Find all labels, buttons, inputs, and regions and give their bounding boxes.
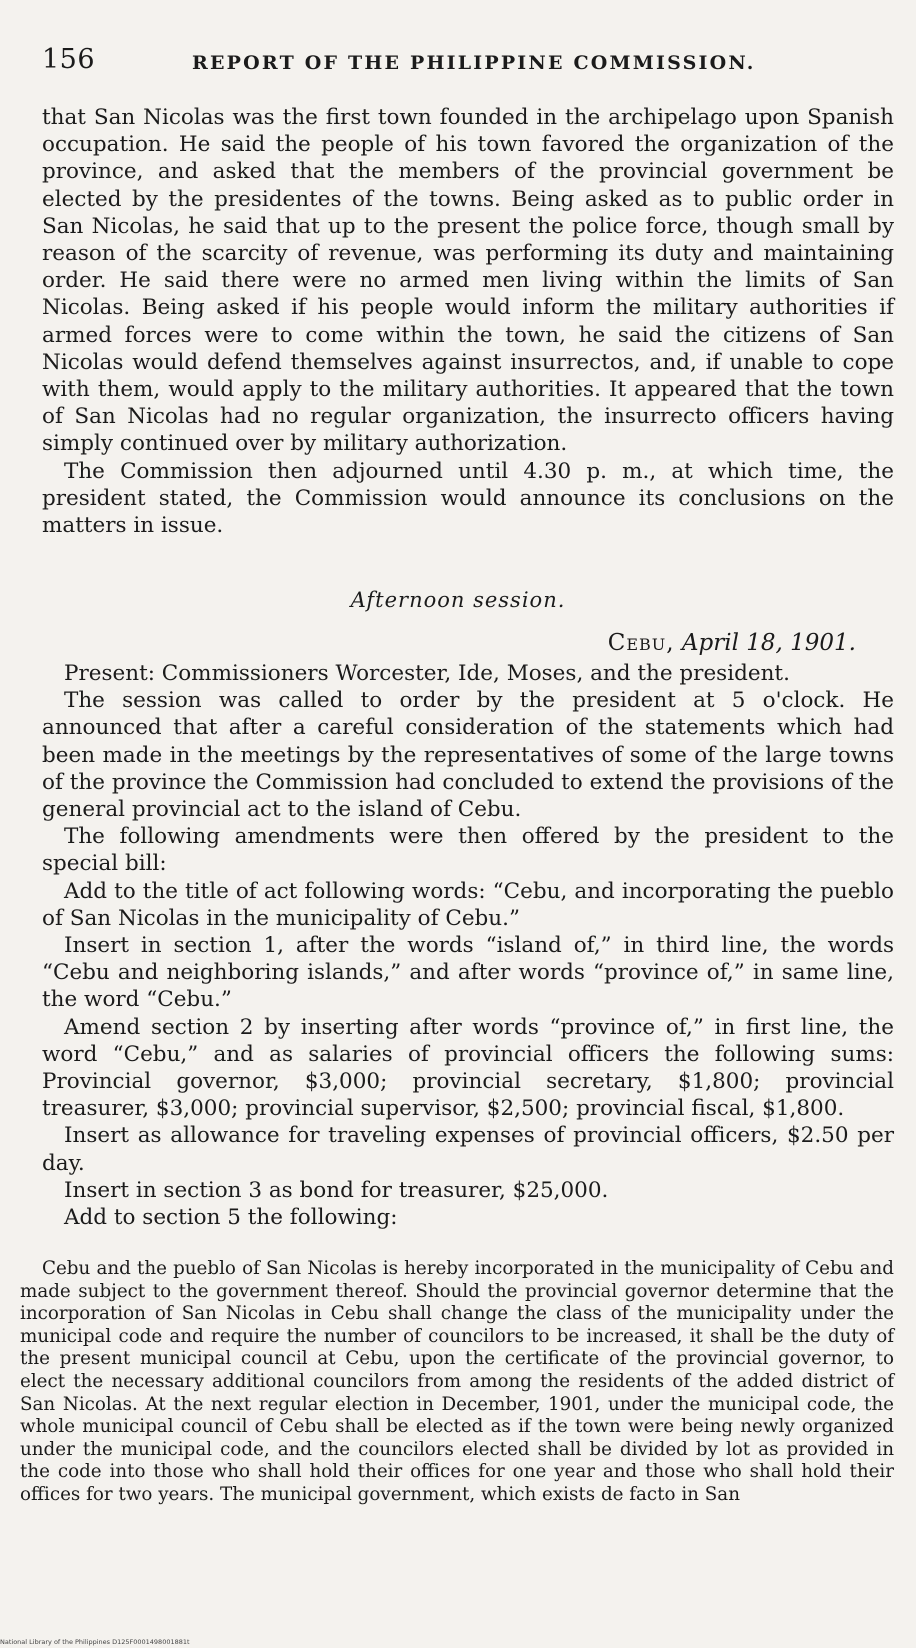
quoted-amendment — [20, 1258, 894, 1507]
paragraph: Add to the title of act following words: “Cebu, and incorporating the pueblo of San Nicolas in the municipality of Cebu.” — [42, 878, 894, 931]
paragraph: Insert in section 1, after the words “island of,” in third line, the words “Cebu and neighboring islands,” and after words “province of,” in same line, the word “Cebu.” — [42, 933, 894, 1013]
afternoon-session-heading: Afternoon session. — [350, 588, 566, 612]
footer-source-line: National Library of the Philippines D125F0001498001881t — [0, 1638, 190, 1646]
paragraph: The following amendments were then offered by the president to the special bill: — [42, 824, 894, 877]
paragraph: The Commission then adjourned until 4.30 p. m., at which time, the president stated, the Commission would announce its conclusions on the matters in issue. — [42, 458, 894, 539]
dateline-date: April 18, 1901. — [681, 630, 856, 656]
paragraph: Amend section 2 by inserting after words “province of,” in first line, the word “Cebu,” and as salaries of provincial officers the following sums: Provincial governor, $3,000; provincial secretary, $1,800; provincial treasurer, $3,000; provincial supervisor, $2,500; provincial fiscal, $1,800. — [42, 1014, 894, 1122]
running-head — [42, 44, 876, 80]
dateline — [608, 630, 856, 656]
paragraph: Add to section 5 the following: — [64, 1205, 398, 1231]
paragraph: that San Nicolas was the first town founded in the archipelago upon Spanish occupation. He said the people of his town favored the organization of the province, and asked that the members of the provincial government be elected by the presidentes of the towns. Being asked as to public order in San Nicolas, he said that up to the present the police force, though small by reason of the scarcity of revenue, was performing its duty and maintaining order. He said there were no armed men living within the limits of San Nicolas. Being asked if his people would inform the military authorities if armed forces were to come within the town, he said the citizens of San Nicolas would defend themselves against insurrectos, and, if unable to cope with them, would apply to the military authorities. It appeared that the town of San Nicolas had no regular organization, the insurrecto officers having simply continued over by military authorization. — [42, 105, 894, 457]
paragraph: Present: Commissioners Worcester, Ide, Moses, and the president. — [64, 661, 790, 686]
dateline-place: Cebu, — [607, 630, 675, 656]
running-title: REPORT OF THE PHILIPPINE COMMISSION. — [192, 52, 756, 74]
page-number: 156 — [42, 44, 96, 75]
body-section-1 — [42, 104, 894, 539]
body-section-2 — [42, 660, 894, 1231]
paragraph: The session was called to order by the president at 5 o'clock. He announced that after a careful consideration of the statements which had been made in the meetings by the representatives of some of the large towns of the province the Commission had concluded to extend the provisions of the general provincial act to the island of Cebu. — [42, 688, 894, 823]
quoted-text: Cebu and the pueblo of San Nicolas is hereby incorporated in the municipality of Cebu and made subject to the government thereof. Should the provincial governor determine that the incorporation of San Nicolas in Cebu shall change the class of the municipality under the municipal code and require the number of councilors to be increased, it shall be the duty of the present municipal council at Cebu, upon the certificate of the provincial governor, to elect the necessary additional councilors from among the residents of the added district of San Nicolas. At the next regular election in December, 1901, under the municipal code, the whole municipal council of Cebu shall be elected as if the town were being newly organized under the municipal code, and the councilors elected shall be divided by lot as provided in the code into those who shall hold their offices for one year and those who shall hold their offices for two years. The municipal government, which exists de facto in San — [20, 1258, 894, 1505]
paragraph: Insert in section 3 as bond for treasurer, $25,000. — [64, 1177, 609, 1203]
paragraph: Insert as allowance for traveling expenses of provincial officers, $2.50 per day. — [42, 1123, 894, 1176]
